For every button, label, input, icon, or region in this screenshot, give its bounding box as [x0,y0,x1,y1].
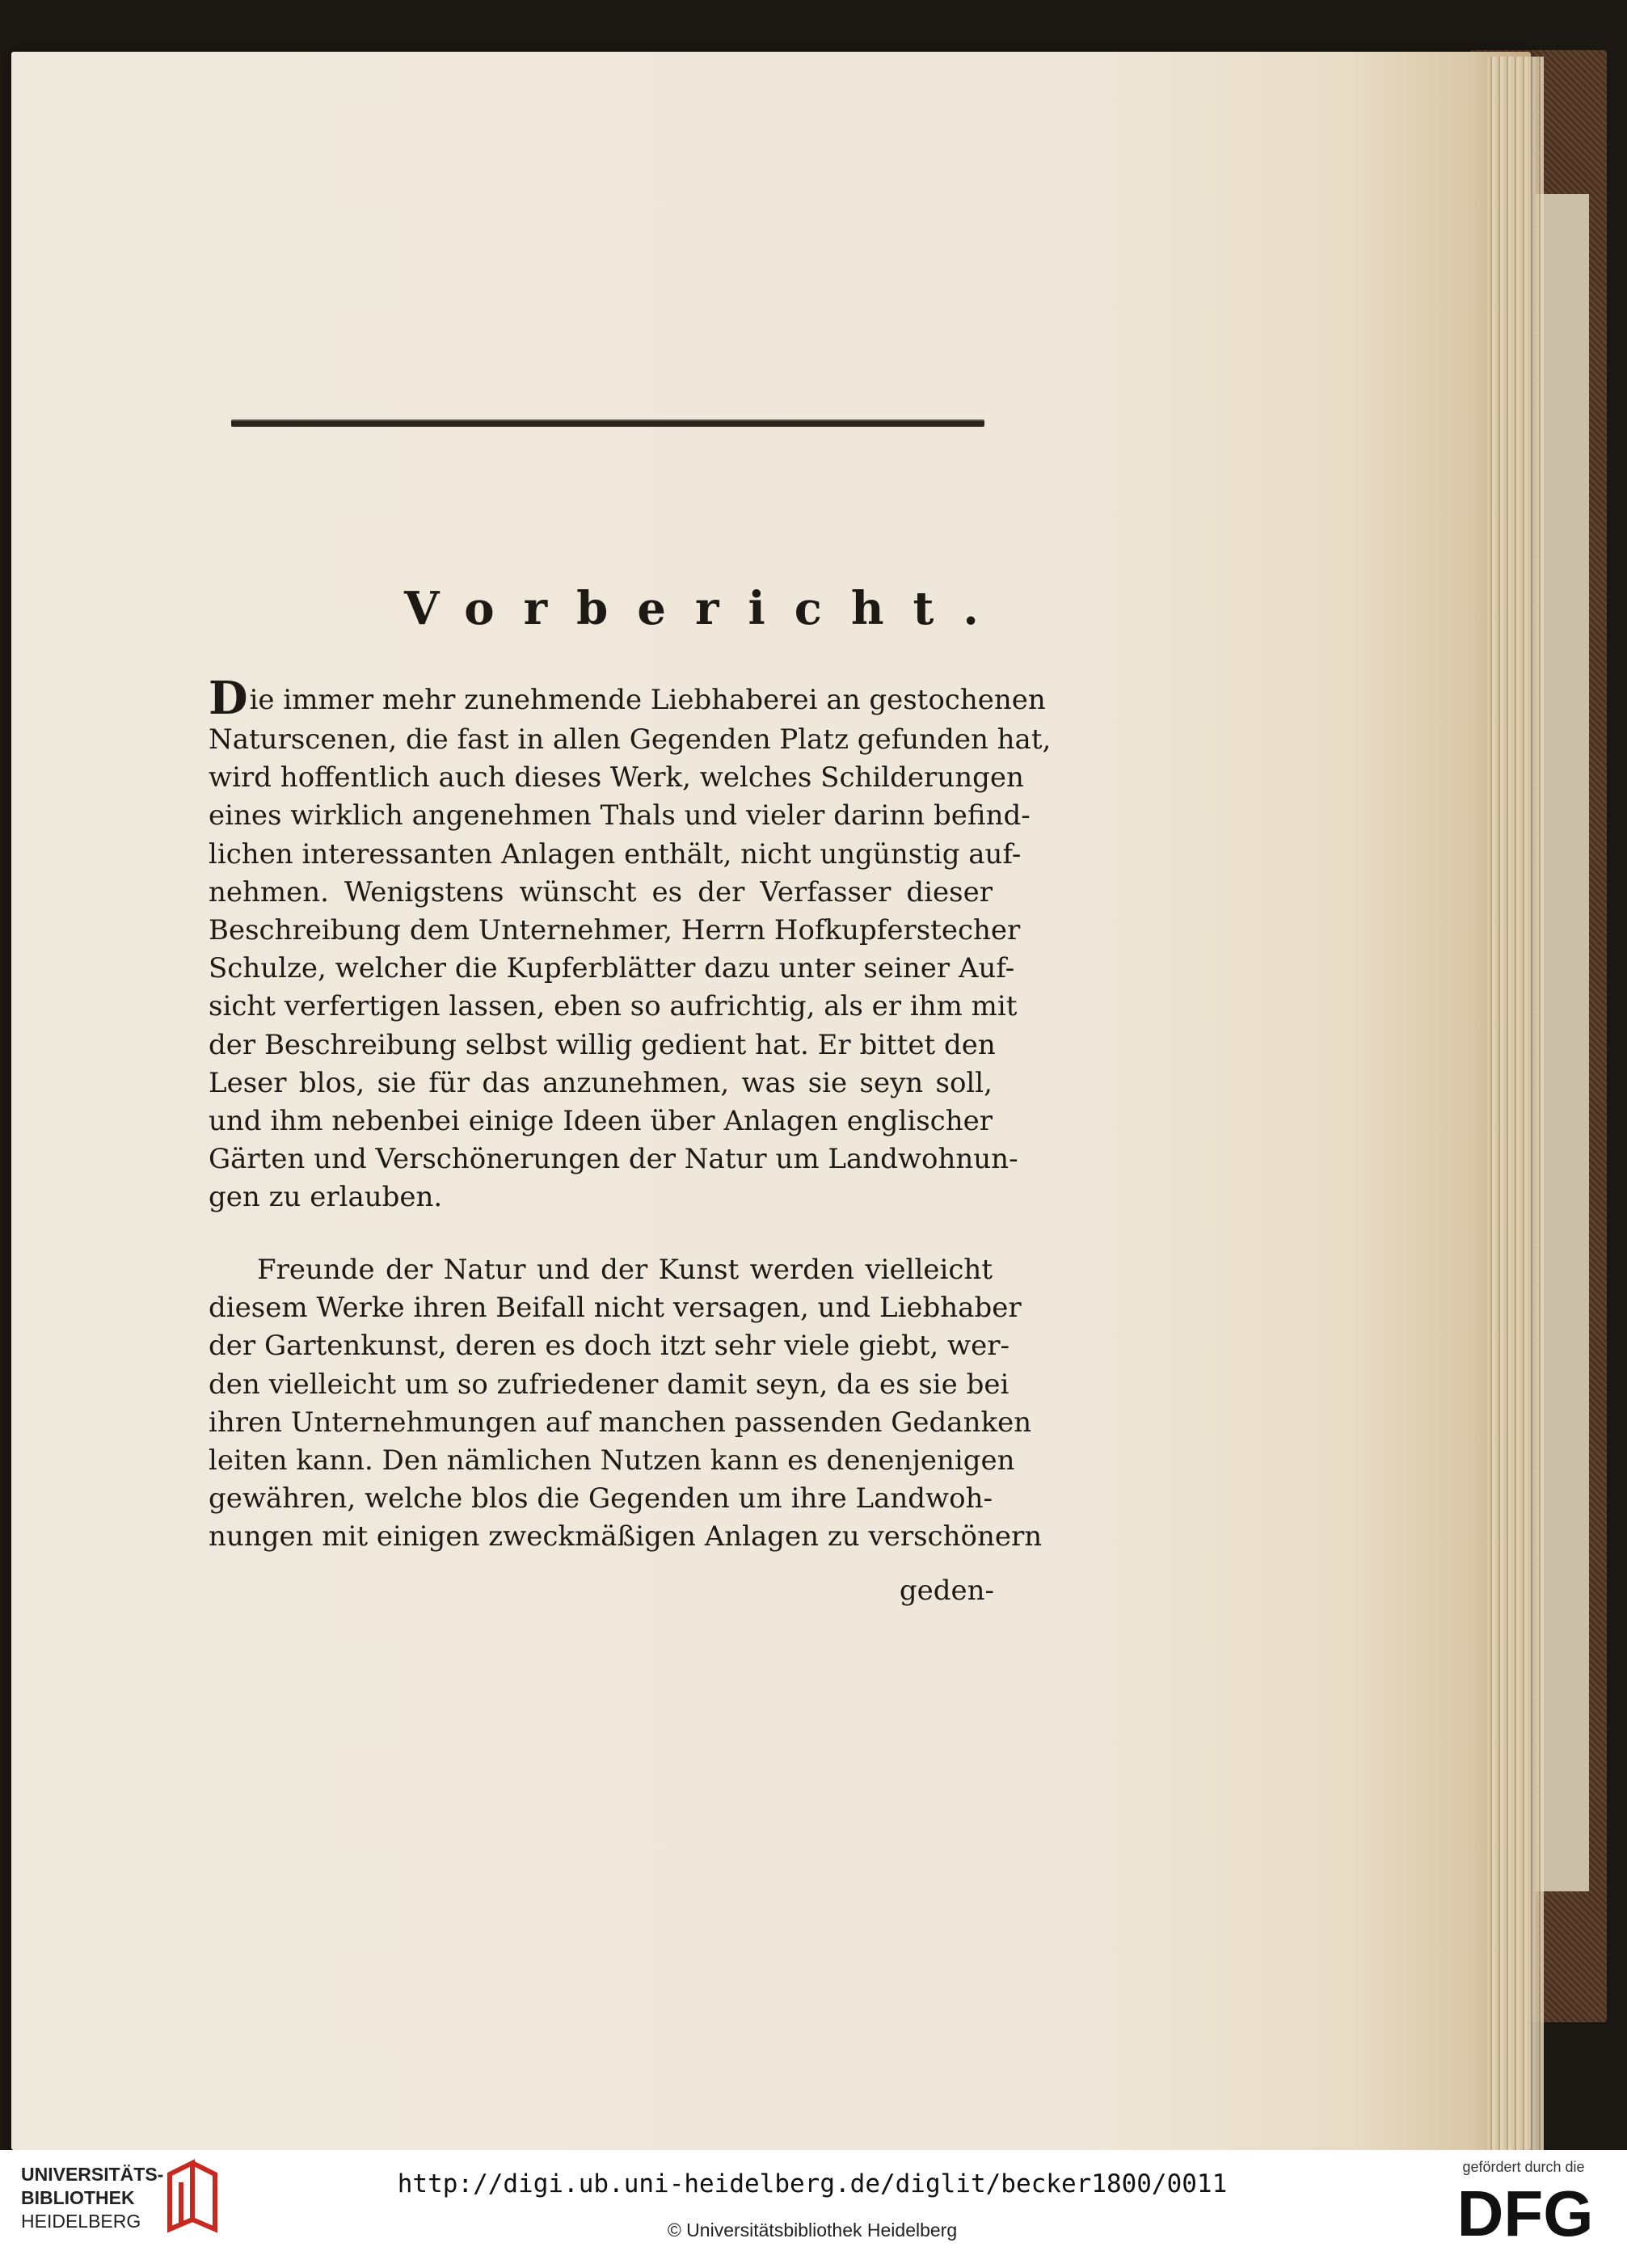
library-logo-icon[interactable] [163,2158,221,2236]
text-line: lichen interessanten Anlagen enthält, nicht ungünstig auf- [209,837,1022,871]
text-line: ihren Unternehmungen auf manchen passenden Gedanken [209,1406,1032,1439]
text-line: leiten kann. Den nämlichen Nutzen kann es denenjenigen [209,1444,1015,1478]
library-name[interactable] [21,2163,163,2233]
permalink-url[interactable]: http://digi.ub.uni-heidelberg.de/diglit/becker1800/0011 [397,2169,1228,2198]
dfg-logo-text: DFG [1456,2182,1594,2244]
text-line: Schulze, welcher die Kupferblätter dazu unter seiner Auf- [209,952,1015,985]
paragraph-2 [209,1251,1043,1557]
text-line: der Gartenkunst, deren es doch itzt sehr viele giebt, wer- [209,1330,1009,1363]
text-line: Die immer mehr zunehmende Liebhaberei an gestochenen [209,672,1046,725]
library-line-3: HEIDELBERG [21,2211,141,2232]
text-line: eines wirklich angenehmen Thals und vieler darinn befind- [209,799,1031,833]
text-line: nungen mit einigen zweckmäßigen Anlagen zu verschönern [209,1520,1043,1553]
text-line: diesem Werke ihren Beifall nicht versagen, und Liebhaber [209,1292,1022,1325]
text-line: gewähren, welche blos die Gegenden um ihre Landwoh- [209,1482,993,1516]
text-line: Leser blos, sie für das anzunehmen, was sie seyn soll, [209,1066,993,1099]
drop-initial: D [209,672,248,725]
text-line: sicht verfertigen lassen, eben so aufrichtig, als er ihm mit [209,990,1018,1023]
text-line: und ihm nebenbei einige Ideen über Anlagen englischer [209,1105,993,1138]
text-line: Beschreibung dem Unternehmer, Herrn Hofkupferstecher [209,914,1021,947]
text-line: nehmen. Wenigstens wünscht es der Verfasser dieser [209,875,993,908]
text-line: gen zu erlauben. [209,1181,443,1214]
text-line: Gärten und Verschönerungen der Natur um Landwohnun- [209,1143,1018,1176]
dfg-logo-icon[interactable] [1448,2182,1602,2244]
funded-by-label: gefördert durch die [1462,2159,1585,2175]
text-line: der Beschreibung selbst willig gedient hat. Er bittet den [209,1028,996,1061]
text-line: Naturscenen, die fast in allen Gegenden Platz gefunden hat, [209,723,1052,756]
page-heading: Vorbericht. [404,582,1008,635]
paragraph-1 [209,672,1052,1217]
text-line: Freunde der Natur und der Kunst werden vielleicht [257,1254,993,1286]
copyright-notice: © Universitätsbibliothek Heidelberg [667,2220,958,2241]
top-rule [231,419,984,427]
text-line: den vielleicht um so zufriedener damit seyn, da es sie bei [209,1368,1009,1401]
text-line: wird hoffentlich auch dieses Werk, welches Schilderungen [209,761,1024,795]
page-edge [1487,57,1544,2150]
library-line-1: UNIVERSITÄTS- [21,2164,164,2185]
viewer-footer [0,2150,1627,2268]
catchword: geden- [899,1575,994,1607]
library-line-2: BIBLIOTHEK [21,2187,135,2208]
